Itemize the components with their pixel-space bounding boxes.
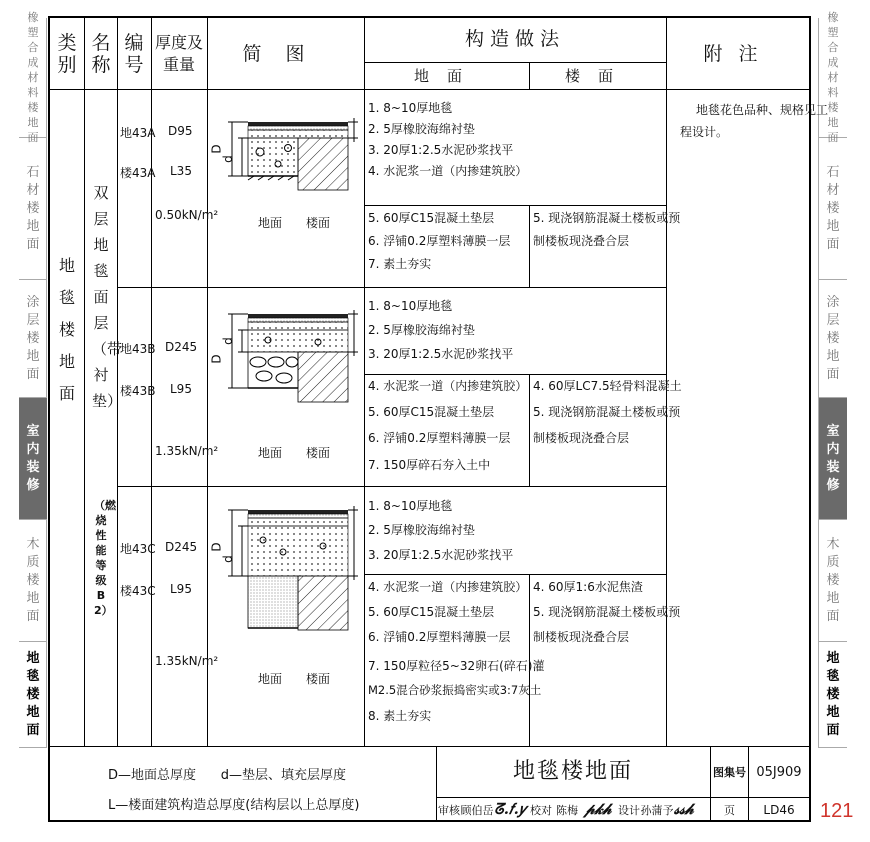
header-slab: 楼面 [564,66,631,85]
row1-slab-2: 制楼板现浇叠合层 [533,234,630,248]
row1-code-slab: 楼43A [120,166,156,180]
side-index-right [818,11,846,748]
atlas-label: 图集号 [713,766,746,779]
row2-ground-2: 5. 60厚C15混凝土垫层 [368,405,495,419]
row2-caption-slab: 楼面 [306,446,331,460]
row3-common-2: 2. 5厚橡胶海绵衬垫 [368,523,475,537]
header-notes: 附注 [703,43,774,65]
name-sub-cell: （燃烧性能等级B2） [94,499,116,617]
notes-line-1: 地毯花色品种、规格见工 [696,103,829,117]
row3-ground-5: M2.5混合砂浆振捣密实或3:7灰土 [368,683,542,697]
side-tab-carpet[interactable]: 地毯楼地面 [819,642,847,748]
header-code: 编号 [124,32,144,76]
row2-D: D245 [165,340,198,354]
row3-caption-slab: 楼面 [306,672,331,686]
row3-ground-2: 5. 60厚C15混凝土垫层 [368,605,495,619]
row2-code-ground: 地43B [120,342,156,356]
row3-sketch-D: D [209,542,224,552]
review-label: 审核 [438,803,460,817]
row1-ground-2: 6. 浮铺0.2厚塑料薄膜一层 [368,234,511,248]
row2-code-slab: 楼43B [120,384,156,398]
row3-ground-6: 8. 素土夯实 [368,709,432,723]
row1-common-2: 2. 5厚橡胶海绵衬垫 [368,122,475,136]
page-number: 121 [820,800,854,822]
row2-ground-4: 7. 150厚碎石夯入土中 [368,458,491,472]
row1-sketch-D: D [209,144,224,154]
design-label: 设计 [618,803,640,817]
page-label: 页 [724,803,735,817]
row3-slab-2: 5. 现浇钢筋混凝土楼板或预 [533,605,681,619]
side-tab-wood[interactable]: 木质楼地面 [819,520,847,642]
reviewer-name: 顾伯岳 [460,803,494,817]
row3-common-3: 3. 20厚1:2.5水泥砂浆找平 [368,548,514,562]
row2-common-1: 1. 8~10厚地毯 [368,299,453,313]
ground-slab-split-1 [529,205,530,287]
row1-common-4: 4. 水泥浆一道（内掺建筑胶） [368,164,528,178]
check-label: 校对 [530,803,552,817]
row2-weight: 1.35kN/m² [155,444,219,458]
row3-slab-3: 制楼板现浇叠合层 [533,630,630,644]
row2-slab-1: 4. 60厚LC7.5轻骨料混凝土 [533,379,682,393]
row2-caption-ground: 地面 [258,446,283,460]
category-cell: 地毯楼地面 [58,256,75,403]
row2-sketch-D: D [209,354,224,364]
row3-D: D245 [165,540,198,554]
row1-weight: 0.50kN/m² [155,208,219,222]
side-tab-wood[interactable]: 木质楼地面 [19,520,47,642]
notes-line-2: 程设计。 [680,125,729,139]
side-tab-interior[interactable]: 室内装修 [819,398,847,520]
row1-common-1: 1. 8~10厚地毯 [368,101,453,115]
row3-code-ground: 地43C [120,542,156,556]
row-divider-2 [117,486,666,487]
legend-line-1: D—地面总厚度 d—垫层、填充层厚度 [108,768,347,783]
row2-sketch [208,290,363,486]
checker-name: 陈梅 [556,803,578,817]
row2-L: L95 [170,382,192,396]
row1-sketch-d: d [220,155,235,163]
side-tab-rubber[interactable]: 橡塑合成材料楼地面 [819,18,847,138]
header-name: 名称 [91,32,111,76]
legend-line-2: L—楼面建筑构造总厚度(结构层以上总厚度) [108,798,360,813]
row1-caption-ground: 地面 [258,216,283,230]
row2-ground-1: 4. 水泥浆一道（内掺建筑胶） [368,379,528,393]
page-code: LD46 [763,802,795,817]
row3-slab-1: 4. 60厚1:6水泥焦渣 [533,580,643,594]
atlas-number: 05J909 [756,764,802,780]
side-index-left [19,11,47,748]
header-construction: 构造做法 [464,28,565,50]
row1-ground-3: 7. 素土夯实 [368,257,432,271]
row1-ground-1: 5. 60厚C15混凝土垫层 [368,211,495,225]
row1-sketch [208,92,363,288]
ground-slab-split-2 [529,374,530,486]
ground-slab-split-head [529,62,530,89]
row1-caption-slab: 楼面 [306,216,331,230]
side-tab-coating[interactable]: 涂层楼地面 [819,280,847,398]
row3-ground-4: 7. 150厚粒径5~32卵石(碎石)灌 [368,659,545,673]
row2-ground-3: 6. 浮铺0.2厚塑料薄膜一层 [368,431,511,445]
row1-L: L35 [170,164,192,178]
col-line-1 [84,16,85,746]
drawing-title: 地毯楼地面 [512,759,633,784]
side-tab-coating[interactable]: 涂层楼地面 [19,280,47,398]
row3-split [364,574,666,575]
row3-caption-ground: 地面 [258,672,283,686]
header-divider [48,89,811,90]
row3-sketch-d: d [220,555,235,563]
col-line-5 [364,16,365,746]
row2-slab-2: 5. 现浇钢筋混凝土楼板或预 [533,405,681,419]
row3-code-slab: 楼43C [120,584,156,598]
row3-weight: 1.35kN/m² [155,654,219,668]
row1-split [364,205,666,206]
designer-name: 孙蒲予 [640,803,674,817]
side-tab-interior[interactable]: 室内装修 [19,398,47,520]
row1-slab-1: 5. 现浇钢筋混凝土楼板或预 [533,211,681,225]
reviewer-signature: ᘔ.𝑓.𝑦 [494,800,526,818]
row3-ground-1: 4. 水泥浆一道（内掺建筑胶） [368,580,528,594]
side-tab-carpet[interactable]: 地毯楼地面 [19,642,47,748]
row2-split [364,374,666,375]
row2-sketch-d: d [220,337,235,345]
row2-common-3: 3. 20厚1:2.5水泥砂浆找平 [368,347,514,361]
row2-slab-3: 制楼板现浇叠合层 [533,431,630,445]
header-sketch: 简图 [242,43,329,65]
side-tab-stone[interactable]: 石材楼地面 [19,138,47,280]
row2-common-2: 2. 5厚橡胶海绵衬垫 [368,323,475,337]
header-category: 类别 [57,32,77,76]
row3-ground-3: 6. 浮铺0.2厚塑料薄膜一层 [368,630,511,644]
row3-common-1: 1. 8~10厚地毯 [368,499,453,513]
row3-sketch [208,490,363,686]
row-divider-1 [117,287,666,288]
header-thickness: 厚度及重量 [155,33,204,74]
side-tab-rubber[interactable]: 橡塑合成材料楼地面 [19,18,47,138]
row1-D: D95 [168,124,193,138]
table-bottom [48,746,811,747]
row1-common-3: 3. 20厚1:2.5水泥砂浆找平 [368,143,514,157]
col-line-2 [117,16,118,746]
checker-signature: 𝓅𝓀𝒽 [584,800,612,818]
row3-L: L95 [170,582,192,596]
header-ground: 地面 [413,66,480,85]
row1-code-ground: 地43A [120,126,156,140]
name-cell: 双层地毯面层（带衬垫） [92,184,123,410]
side-tab-stone[interactable]: 石材楼地面 [819,138,847,280]
titleblock-mid [436,797,811,798]
designer-signature: 𝓈𝓈𝒽 [674,800,694,818]
